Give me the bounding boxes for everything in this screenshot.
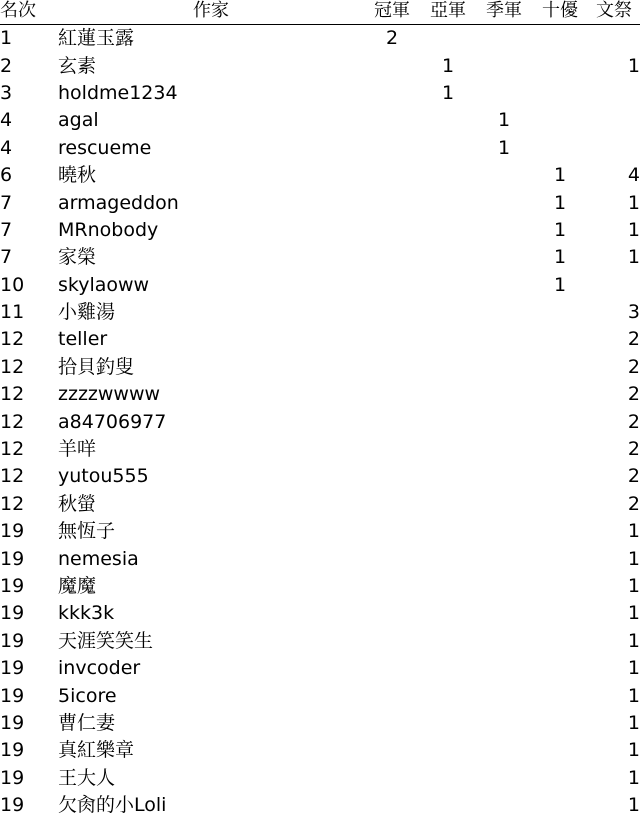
essay-count	[588, 25, 640, 53]
bronze-count: 1	[497, 136, 511, 159]
header-row	[0, 0, 640, 25]
rank-cell: 19	[0, 711, 25, 734]
silver-count	[420, 518, 476, 545]
essay-count: 2	[627, 355, 640, 378]
top10-count	[532, 135, 588, 162]
silver-count	[420, 628, 476, 655]
silver-count: 1	[441, 54, 455, 77]
table-row	[0, 682, 640, 709]
bronze-count	[476, 682, 532, 709]
silver-count	[420, 710, 476, 737]
bronze-count	[476, 765, 532, 792]
top10-count	[532, 80, 588, 107]
gold-count	[364, 628, 420, 655]
top10-count	[532, 737, 588, 764]
essay-count: 4	[627, 164, 640, 187]
bronze-count	[476, 628, 532, 655]
table-row	[0, 52, 640, 79]
author-cell: 拾貝釣叟	[58, 355, 135, 378]
gold-count	[364, 162, 420, 189]
essay-count	[588, 272, 640, 299]
gold-count	[364, 217, 420, 244]
essay-count: 1	[627, 547, 640, 570]
author-cell: yutou555	[58, 465, 149, 488]
author-cell: rescueme	[58, 136, 152, 159]
essay-count: 1	[627, 246, 640, 269]
rank-cell: 12	[0, 328, 25, 351]
header-rank: 名次	[0, 0, 58, 25]
silver-count	[420, 135, 476, 162]
author-cell: 玄素	[58, 54, 97, 77]
top10-count	[532, 436, 588, 463]
gold-count	[364, 710, 420, 737]
gold-count	[364, 737, 420, 764]
silver-count	[420, 408, 476, 435]
author-cell: agal	[58, 109, 99, 132]
essay-count	[588, 107, 640, 134]
top10-count	[532, 655, 588, 682]
gold-count	[364, 573, 420, 600]
header-author: 作家	[58, 0, 364, 25]
author-cell: nemesia	[58, 547, 139, 570]
rank-cell: 7	[0, 218, 13, 241]
essay-count: 2	[627, 438, 640, 461]
header-top10: 十優	[532, 0, 588, 25]
silver-count	[420, 381, 476, 408]
table-row	[0, 299, 640, 326]
silver-count	[420, 244, 476, 271]
header-gold: 冠軍	[364, 0, 420, 25]
top10-count	[532, 545, 588, 572]
bronze-count	[476, 463, 532, 490]
bronze-count	[476, 381, 532, 408]
top10-count	[532, 326, 588, 353]
bronze-count	[476, 354, 532, 381]
table-row	[0, 628, 640, 655]
author-cell: teller	[58, 328, 108, 351]
silver-count	[420, 162, 476, 189]
rank-cell: 4	[0, 136, 13, 159]
gold-count	[364, 272, 420, 299]
top10-count: 1	[553, 218, 567, 241]
rank-cell: 11	[0, 301, 25, 324]
essay-count: 1	[627, 54, 640, 77]
bronze-count	[476, 710, 532, 737]
gold-count	[364, 354, 420, 381]
table-row	[0, 408, 640, 435]
bronze-count	[476, 491, 532, 518]
rank-cell: 2	[0, 54, 13, 77]
top10-count	[532, 765, 588, 792]
author-cell: 曉秋	[58, 164, 97, 187]
rank-cell: 12	[0, 465, 25, 488]
rank-cell: 6	[0, 164, 13, 187]
essay-count: 1	[627, 629, 640, 652]
top10-count	[532, 463, 588, 490]
bronze-count	[476, 244, 532, 271]
rank-cell: 10	[0, 273, 25, 296]
table-row	[0, 518, 640, 545]
gold-count	[364, 52, 420, 79]
silver-count	[420, 463, 476, 490]
table-row	[0, 80, 640, 107]
author-cell: 5icore	[58, 684, 117, 707]
rank-cell: 19	[0, 766, 25, 789]
silver-count	[420, 765, 476, 792]
author-cell: holdme1234	[58, 81, 178, 104]
essay-count: 1	[627, 711, 640, 734]
rank-cell: 7	[0, 246, 13, 269]
silver-count	[420, 655, 476, 682]
top10-count: 1	[553, 273, 567, 296]
header-silver: 亞軍	[420, 0, 476, 25]
gold-count	[364, 107, 420, 134]
top10-count	[532, 792, 588, 819]
rank-cell: 12	[0, 492, 25, 515]
essay-count: 2	[627, 328, 640, 351]
essay-count: 3	[627, 301, 640, 324]
author-cell: invcoder	[58, 657, 141, 680]
rank-cell: 19	[0, 629, 25, 652]
bronze-count	[476, 189, 532, 216]
author-cell: armageddon	[58, 191, 179, 214]
rank-cell: 19	[0, 602, 25, 625]
bronze-count	[476, 80, 532, 107]
table-row	[0, 272, 640, 299]
table-row	[0, 545, 640, 572]
author-cell: 王大人	[58, 766, 116, 789]
gold-count	[364, 189, 420, 216]
essay-count: 1	[627, 657, 640, 680]
top10-count: 1	[553, 191, 567, 214]
author-cell: 秋螢	[58, 492, 97, 515]
essay-count: 1	[627, 739, 640, 762]
silver-count	[420, 682, 476, 709]
author-cell: 天涯笑笑生	[58, 629, 154, 652]
table-row	[0, 217, 640, 244]
rank-cell: 12	[0, 383, 25, 406]
top10-count	[532, 299, 588, 326]
top10-count: 1	[553, 164, 567, 187]
table-row	[0, 189, 640, 216]
silver-count	[420, 25, 476, 53]
silver-count	[420, 600, 476, 627]
essay-count: 2	[627, 465, 640, 488]
gold-count	[364, 491, 420, 518]
essay-count: 1	[627, 218, 640, 241]
top10-count	[532, 491, 588, 518]
top10-count	[532, 518, 588, 545]
rank-cell: 19	[0, 657, 25, 680]
silver-count	[420, 189, 476, 216]
rank-cell: 12	[0, 355, 25, 378]
top10-count	[532, 600, 588, 627]
table-row	[0, 436, 640, 463]
bronze-count	[476, 600, 532, 627]
rank-cell: 12	[0, 438, 25, 461]
table-body	[0, 25, 640, 820]
rank-cell: 3	[0, 81, 13, 104]
author-cell: 無恆子	[58, 520, 116, 543]
essay-count	[588, 80, 640, 107]
gold-count	[364, 80, 420, 107]
rank-cell: 4	[0, 109, 13, 132]
top10-count	[532, 25, 588, 53]
author-cell: kkk3k	[58, 602, 115, 625]
rank-cell: 7	[0, 191, 13, 214]
author-cell: 小雞湯	[58, 301, 116, 324]
table-row	[0, 463, 640, 490]
silver-count	[420, 737, 476, 764]
silver-count: 1	[441, 81, 455, 104]
author-cell: 曹仁妻	[58, 711, 116, 734]
table-row	[0, 600, 640, 627]
silver-count	[420, 217, 476, 244]
table-row	[0, 792, 640, 819]
essay-count: 1	[627, 684, 640, 707]
silver-count	[420, 436, 476, 463]
essay-count: 1	[627, 766, 640, 789]
gold-count	[364, 518, 420, 545]
table-row	[0, 655, 640, 682]
gold-count	[364, 765, 420, 792]
bronze-count	[476, 326, 532, 353]
table-row	[0, 326, 640, 353]
silver-count	[420, 272, 476, 299]
top10-count	[532, 52, 588, 79]
table-row	[0, 107, 640, 134]
silver-count	[420, 573, 476, 600]
bronze-count	[476, 52, 532, 79]
rank-cell: 19	[0, 684, 25, 707]
silver-count	[420, 545, 476, 572]
essay-count	[588, 135, 640, 162]
header-essay: 文祭	[588, 0, 640, 25]
essay-count: 2	[627, 492, 640, 515]
gold-count	[364, 792, 420, 819]
author-cell: zzzzwwww	[58, 383, 161, 406]
table-row	[0, 162, 640, 189]
table-row	[0, 135, 640, 162]
essay-count: 2	[627, 383, 640, 406]
bronze-count	[476, 655, 532, 682]
gold-count	[364, 682, 420, 709]
essay-count: 1	[627, 575, 640, 597]
essay-count: 2	[627, 410, 640, 433]
bronze-count	[476, 545, 532, 572]
table-row	[0, 244, 640, 271]
essay-count: 1	[627, 794, 640, 817]
table-row	[0, 573, 640, 600]
rank-cell: 1	[0, 27, 13, 50]
bronze-count	[476, 408, 532, 435]
author-cell: skylaoww	[58, 273, 150, 296]
rank-cell: 12	[0, 410, 25, 433]
table-row	[0, 25, 640, 53]
gold-count	[364, 655, 420, 682]
rank-cell: 19	[0, 547, 25, 570]
top10-count	[532, 710, 588, 737]
author-cell: 真紅樂章	[58, 739, 135, 762]
silver-count	[420, 299, 476, 326]
gold-count	[364, 135, 420, 162]
gold-count	[364, 600, 420, 627]
author-cell: 家榮	[58, 246, 97, 269]
bronze-count	[476, 299, 532, 326]
essay-count: 1	[627, 520, 640, 543]
bronze-count	[476, 25, 532, 53]
essay-count: 1	[627, 602, 640, 625]
gold-count	[364, 463, 420, 490]
top10-count	[532, 107, 588, 134]
author-cell: 紅蓮玉露	[58, 27, 135, 50]
author-cell: a84706977	[58, 410, 167, 433]
gold-count	[364, 408, 420, 435]
author-cell: MRnobody	[58, 218, 159, 241]
table-row	[0, 765, 640, 792]
bronze-count	[476, 162, 532, 189]
essay-count: 1	[627, 191, 640, 214]
silver-count	[420, 107, 476, 134]
gold-count	[364, 436, 420, 463]
table-row	[0, 737, 640, 764]
top10-count	[532, 381, 588, 408]
bronze-count	[476, 518, 532, 545]
gold-count	[364, 299, 420, 326]
bronze-count	[476, 737, 532, 764]
bronze-count	[476, 573, 532, 600]
gold-count	[364, 381, 420, 408]
gold-count	[364, 545, 420, 572]
gold-count: 2	[385, 27, 399, 50]
table-header	[0, 0, 640, 25]
top10-count	[532, 573, 588, 600]
silver-count	[420, 326, 476, 353]
table-row	[0, 381, 640, 408]
top10-count	[532, 354, 588, 381]
header-bronze: 季軍	[476, 0, 532, 25]
silver-count	[420, 792, 476, 819]
table-row	[0, 491, 640, 518]
bronze-count	[476, 217, 532, 244]
bronze-count	[476, 436, 532, 463]
silver-count	[420, 354, 476, 381]
bronze-count	[476, 272, 532, 299]
rank-cell: 19	[0, 794, 25, 817]
rank-cell: 19	[0, 575, 25, 597]
gold-count	[364, 326, 420, 353]
author-cell: 魔魔	[58, 575, 97, 597]
top10-count	[532, 408, 588, 435]
table-row	[0, 354, 640, 381]
silver-count	[420, 491, 476, 518]
gold-count	[364, 244, 420, 271]
bronze-count: 1	[497, 109, 511, 132]
author-cell: 羊咩	[58, 438, 97, 461]
bronze-count	[476, 792, 532, 819]
top10-count: 1	[553, 246, 567, 269]
author-cell: 欠肏的小Loli	[58, 794, 167, 817]
top10-count	[532, 682, 588, 709]
table-row	[0, 710, 640, 737]
rank-cell: 19	[0, 520, 25, 543]
rank-cell: 19	[0, 739, 25, 762]
top10-count	[532, 628, 588, 655]
